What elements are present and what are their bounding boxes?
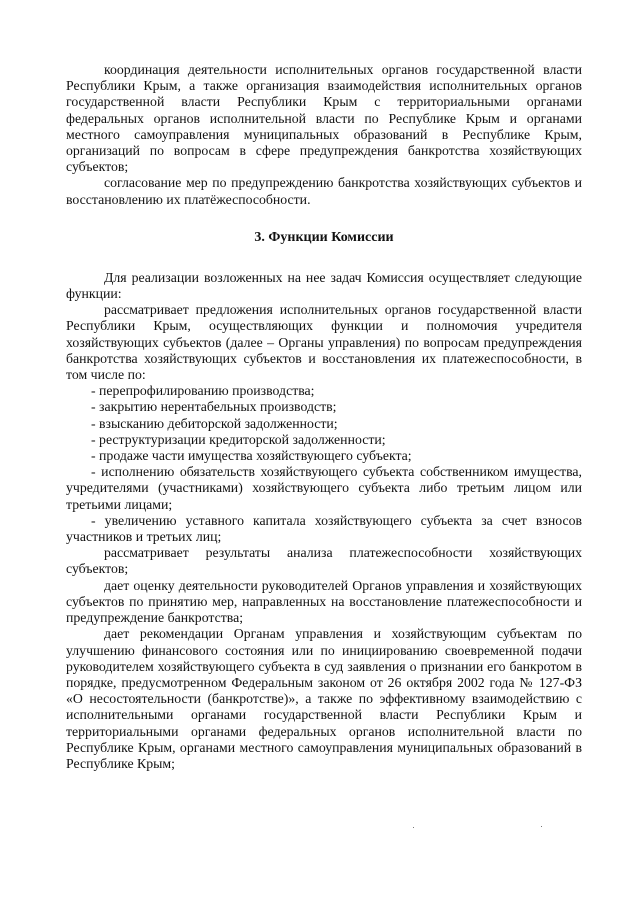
paragraph-analysis: рассматривает результаты анализа платежеспособности хозяйствующих субъектов; — [66, 545, 582, 577]
paragraph-assessment: дает оценку деятельности руководителей Органов управления и хозяйствующих субъектов по принятию мер, направленных на восстановление платежеспособности и предупреждение банкротства; — [66, 577, 582, 626]
scan-speck — [541, 826, 542, 827]
section-title: 3. Функции Комиссии — [254, 229, 394, 245]
list-item: - закрытию нерентабельных производств; — [91, 399, 337, 415]
measures-list — [66, 383, 582, 545]
paragraph-intro: Для реализации возложенных на нее задач Комиссия осуществляет следующие функции: — [66, 269, 582, 302]
list-item: - взысканию дебиторской задолженности; — [91, 415, 338, 431]
list-item: - реструктуризации кредиторской задолженности; — [91, 431, 386, 447]
paragraph-recommendations: дает рекомендации Органам управления и хозяйствующим субъектам по улучшению финансового состояния или по инициированию своевременной подачи руководителем хозяйствующего субъекта в суд заявления о признании его банкротом в порядке, предусмотренном Федеральным законом от 26 октября 2002 года № 127-ФЗ «О несостоятельности (банкротстве)», а также по эффективному взаимодействию с исполнительными органами государственной власти Республики Крым и территориальными органами федеральных органов исполнительной власти по Республике Крым, органами местного самоуправления муниципальных образований в Республике Крым; — [66, 626, 582, 771]
paragraph-coordination: координация деятельности исполнительных органов государственной власти Республики Крым, а также организация взаимодействия исполнительных органов государственной власти Республики Крым с территориальными органами федеральных органов исполнительной власти по Республике Крым и органами местного самоуправления муниципальных образований в Республике Крым, организаций по вопросам в сфере предупреждения банкротства хозяйствующих субъектов; — [66, 62, 582, 175]
paragraph-agreement: согласование мер по предупреждению банкротства хозяйствующих субъектов и восстановлению их платёжеспособности. — [66, 175, 582, 207]
scan-speck — [413, 827, 414, 828]
list-item: - продаже части имущества хозяйствующего субъекта; — [91, 448, 412, 464]
list-item: - перепрофилированию производства; — [91, 383, 315, 399]
list-item: - исполнению обязательств хозяйствующего субъекта собственником имущества, учредителями (участниками) хозяйствующего субъекта либо третьим лицом или третьими лицами; — [66, 464, 582, 512]
paragraph-proposals: рассматривает предложения исполнительных органов государственной власти Республики Крым, осуществляющих функции и полномочия учредителя хозяйствующих субъектов (далее – Органы управления) по вопросам предупреждения банкротства хозяйствующих субъектов и восстановления их платежеспособности, в том числе по: — [66, 302, 582, 383]
document-body — [66, 62, 582, 772]
scan-specks — [405, 826, 555, 830]
list-item: - увеличению уставного капитала хозяйствующего субъекта за счет взносов участников и третьих лиц; — [66, 512, 582, 545]
